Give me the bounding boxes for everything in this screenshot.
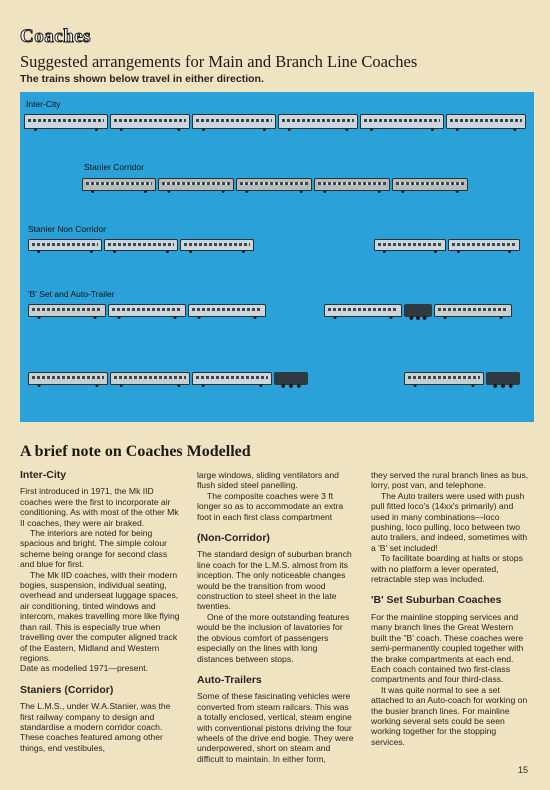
coach-stanier-non-corridor [448,239,520,251]
coach-intercity [110,114,190,129]
b-set-coach [108,304,186,317]
label-stanier-non-corridor: Stanier Non Corridor [28,224,106,234]
b-set-coach [192,372,272,385]
paragraph: The interiors are noted for being spacious and bright. The simple colour scheme being orange for second class and blue for first. [20,528,168,570]
tank-locomotive [274,372,308,385]
train-b-set-left [28,304,280,317]
coach-stanier-corridor [158,178,234,191]
coach-stanier-corridor [236,178,312,191]
coach-intercity [24,114,108,129]
train-auto-combination-right [404,372,528,385]
tank-locomotive [404,304,432,317]
heading-b-set-suburban: 'B' Set Suburban Coaches [371,594,502,607]
auto-trailer [434,304,512,317]
coach-stanier-non-corridor [104,239,178,251]
heading-auto-trailers: Auto-Trailers [197,673,262,686]
train-stanier-non-corridor-left [28,239,258,251]
paragraph: It was quite normal to see a set attached to an Auto-coach for working on the busier branch lines. For mainline working several sets could be seen working together for the stopping services. [371,684,528,747]
b-set-coach [324,304,402,317]
train-b-set-right [324,304,524,317]
train-auto-combination-left [28,372,312,385]
label-b-set-auto-trailer: 'B' Set and Auto-Trailer [28,289,115,299]
paragraph: large windows, sliding ventilators and flush sided steel panelling. [197,470,339,491]
coach-stanier-non-corridor [180,239,254,251]
auto-trailer [404,372,484,385]
auto-trailer [110,372,190,385]
page-number: 15 [517,765,528,775]
label-stanier-corridor: Stanier Corridor [84,162,144,172]
section-brand-title: Coaches [20,26,92,47]
train-stanier-non-corridor-right [374,239,524,251]
coach-stanier-corridor [82,178,156,191]
train-stanier-corridor [82,178,472,191]
paragraph: they served the rural branch lines as bus, lorry, post van, and telephone. [371,470,529,491]
paragraph: For the mainline stopping services and many branch lines the Great Western built the "B' coach. These coaches were semi-permanently coupled together with the brake compartments at each end. Each coach contained two first-class compartments and four third-class. [371,611,524,685]
coach-intercity [192,114,276,129]
paragraph: The Auto trailers were used with push pull fitted loco's (14xx's primarily) and used in many combinations—loco pushing, loco pulling, loco between two auto trailers, and indeed, sometimes with a 'B' set included! [371,490,528,553]
coach-stanier-corridor [314,178,390,191]
paragraph: Some of these fascinating vehicles were converted from steam railcars. This was a totally enclosed, vertical, steam engine with conventional pistons driving the four wheels of the drive end bogie. They were underpowered, short on steam and difficult to maintain. In either form, [197,691,354,764]
coach-stanier-non-corridor [374,239,446,251]
paragraph: The composite coaches were 3 ft longer so as to accommodate an extra foot in each first class compartment [197,490,344,522]
notes-column-2 [197,470,354,764]
paragraph: The standard design of suburban branch line coach for the L.M.S. almost from its inception. The only noticeable changes would be the transition from wood construction to steel sheet in the late twenties. [197,549,352,612]
train-illustration-panel [20,92,534,422]
coach-intercity [360,114,444,129]
tank-locomotive [486,372,520,385]
paragraph: First introduced in 1971, the Mk IID coaches were the first to incorporate air conditioning. As with most of the other Mk II coaches, they were air braked. [20,486,179,528]
page-subtitle: The trains shown below travel in either direction. [20,73,264,85]
notes-column-1 [20,470,180,753]
auto-trailer [28,372,108,385]
notes-heading: A brief note on Coaches Modelled [20,443,251,460]
coach-stanier-non-corridor [28,239,102,251]
b-set-coach [188,304,266,317]
paragraph: To facilitate boarding at halts or stops with no platform a lever operated, retractable step was included. [371,553,523,585]
paragraph: One of the more outstanding features would be the inclusion of lavatories for the obvious comfort of passengers especially on the lines with long distances between stops. [197,611,350,664]
paragraph: The Mk IID coaches, with their modern bogies, suspension, individual seating, overhead and underseat luggage spaces, air conditioning, tinted windows and intercom, makes travelling more like flying than rail. This is especially true when travelling over the computer aligned track of the Eastern, Midland and Western regions. [20,569,180,663]
coach-stanier-corridor [392,178,468,191]
heading-staniers-corridor: Staniers (Corridor) [20,683,114,696]
paragraph: The L.M.S., under W.A.Stanier, was the first railway company to design and standardise a modern corridor coach. These coaches featured among other things, end vestibules, [20,701,171,753]
label-intercity: Inter-City [26,99,61,109]
heading-intercity: Inter-City [20,469,67,481]
coach-intercity [446,114,526,129]
auto-trailer [28,304,106,317]
paragraph-date: Date as modelled 1971—present. [20,663,149,674]
notes-column-3 [371,470,531,747]
page-title: Suggested arrangements for Main and Branch Line Coaches [20,52,418,71]
heading-non-corridor: (Non-Corridor) [197,532,270,545]
train-intercity [24,114,532,129]
coach-intercity [278,114,358,129]
